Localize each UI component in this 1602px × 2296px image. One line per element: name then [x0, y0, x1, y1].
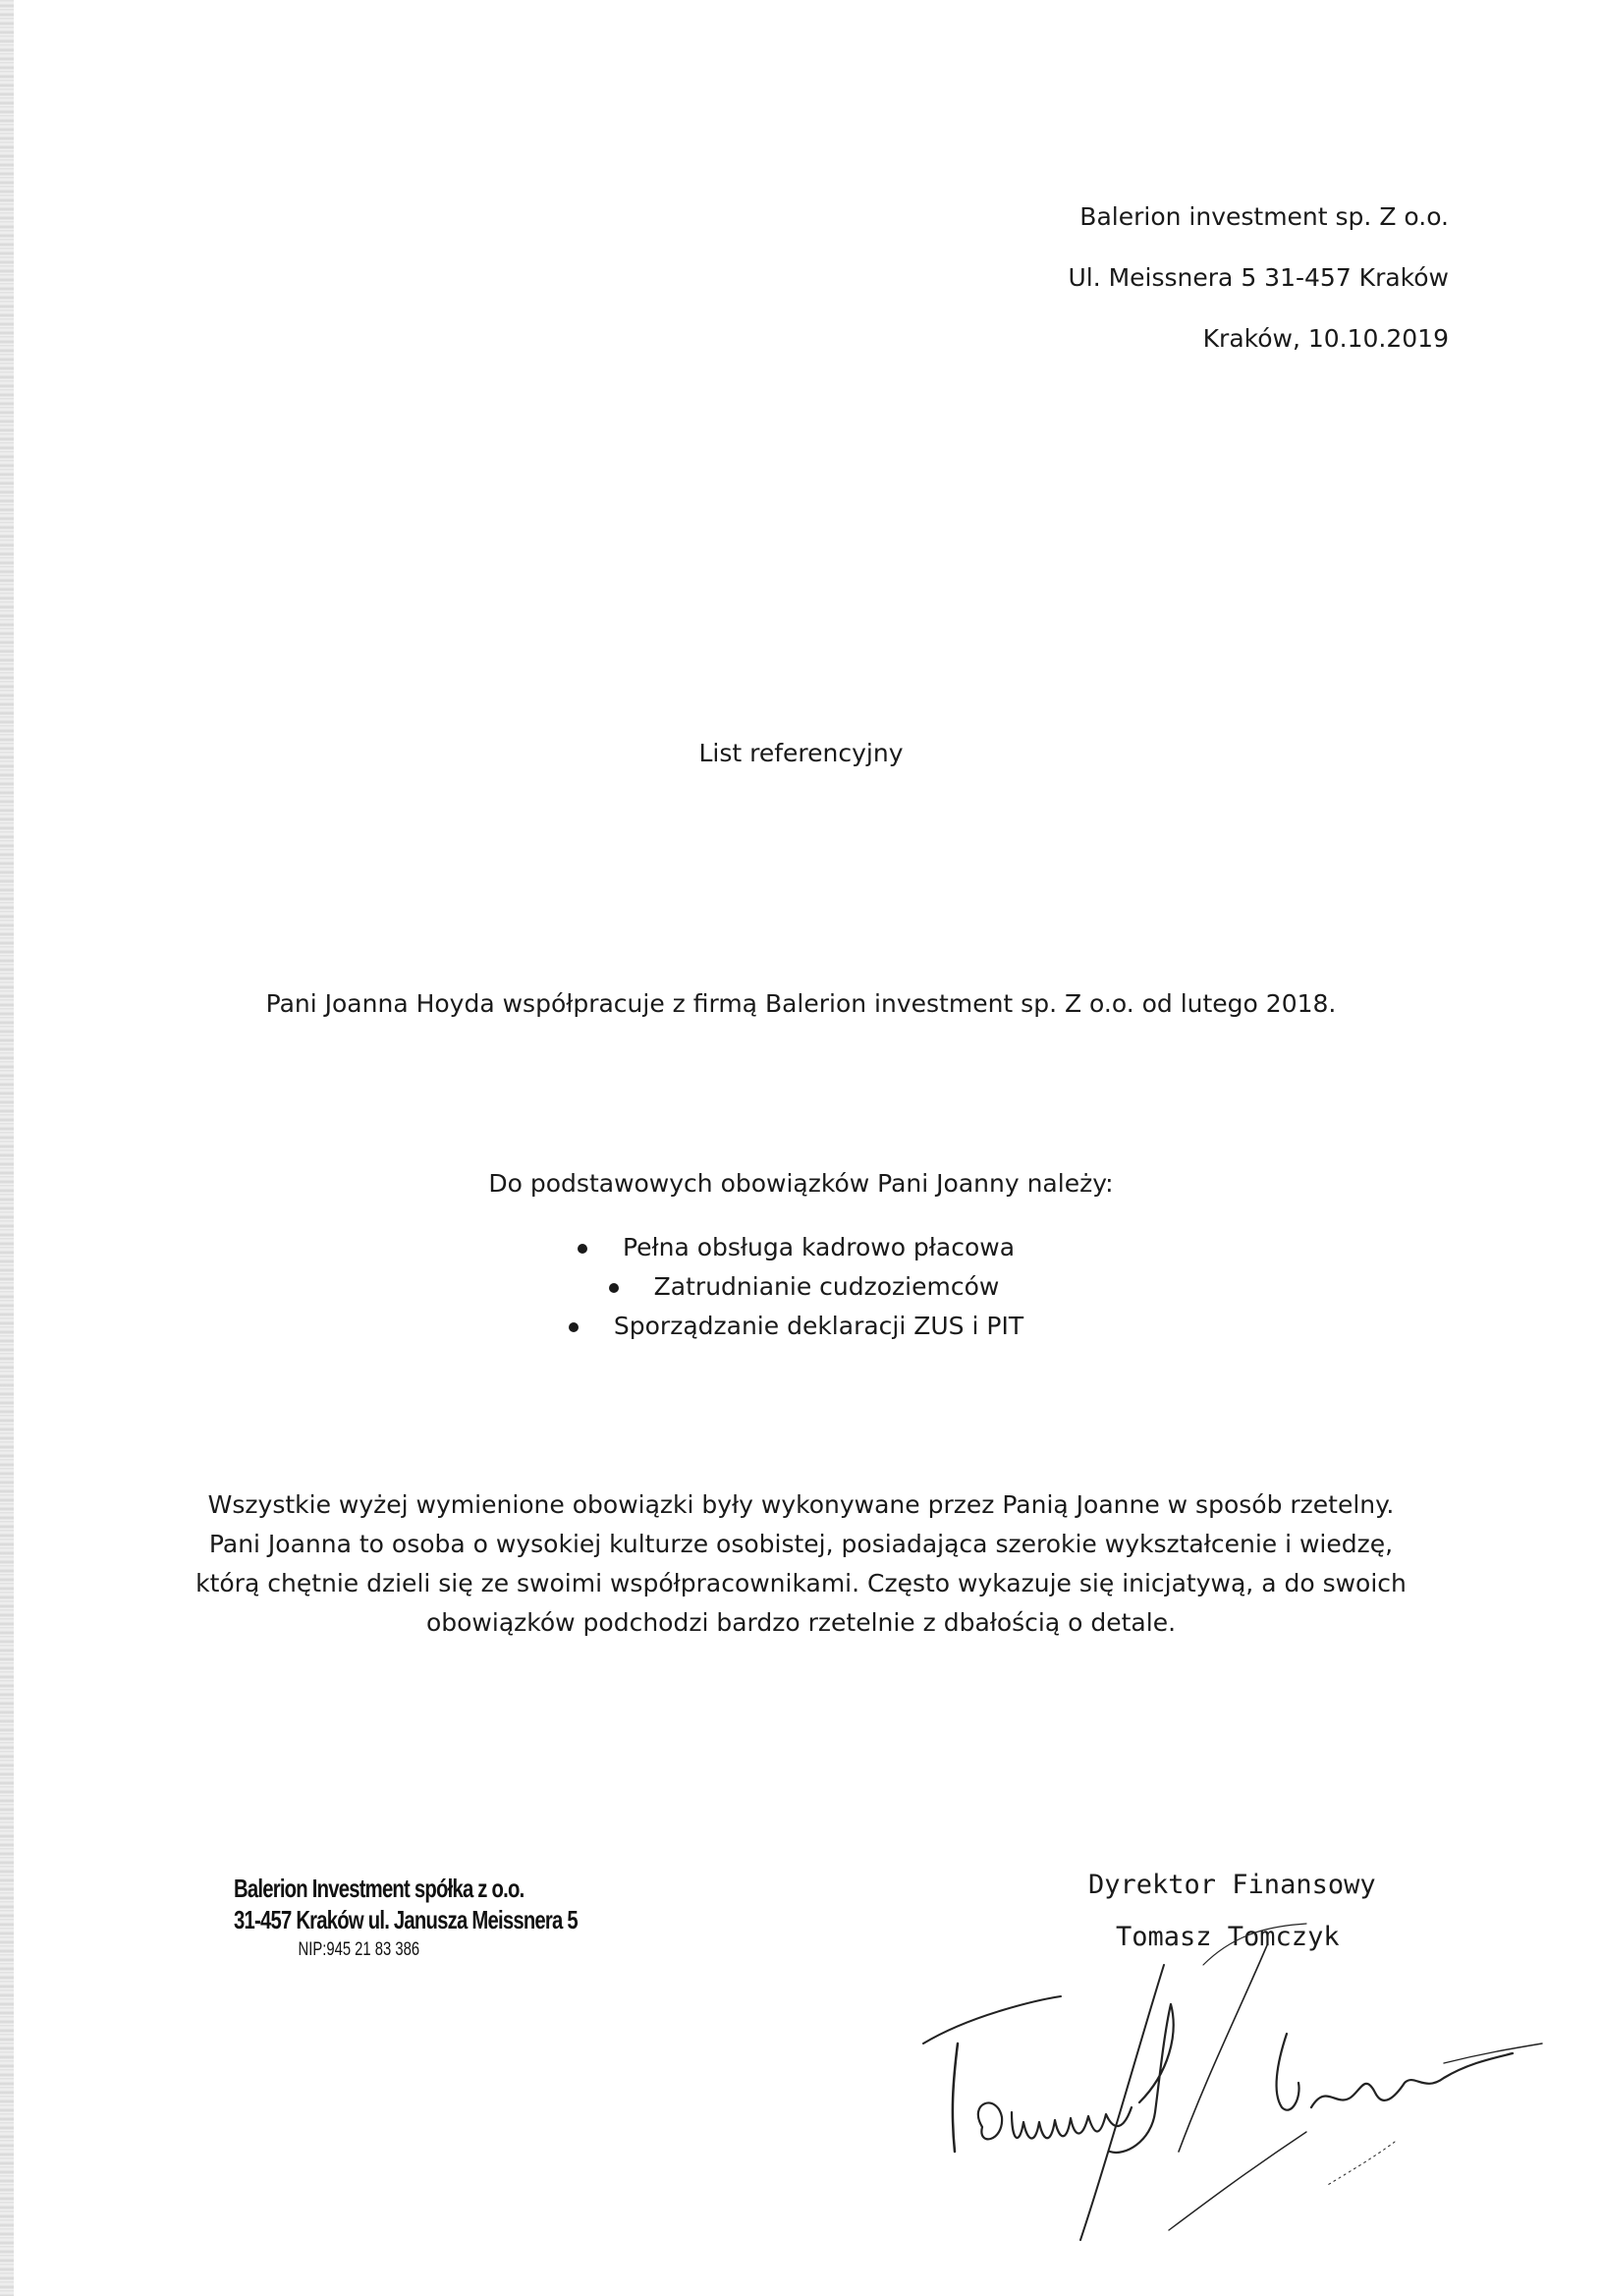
letter-date: Kraków, 10.10.2019: [1202, 324, 1449, 353]
summary-paragraph: [177, 1485, 1425, 1643]
bullet-icon: [569, 1322, 579, 1332]
duties-lead: Do podstawowych obowiązków Pani Joanny należy:: [488, 1169, 1114, 1198]
duties-list: [0, 1228, 1602, 1346]
duty-text: Pełna obsługa kadrowo płacowa: [622, 1233, 1016, 1261]
letter-title: List referencyjny: [698, 739, 904, 767]
bullet-icon: [609, 1283, 619, 1293]
stamp-address: 31-457 Kraków ul. Janusza Meissnera 5: [234, 1905, 578, 1934]
company-stamp: [234, 1873, 578, 1965]
summary-line: Pani Joanna to osoba o wysokiej kulturze osobistej, posiadająca szerokie wykształcenie i wiedzę,: [208, 1530, 1394, 1558]
summary-line: którą chętnie dzieli się ze swoimi współpracownikami. Często wykazuje się inicjatywą, a do swoich: [195, 1569, 1407, 1597]
company-name: Balerion investment sp. Z o.o.: [1079, 202, 1449, 231]
stamp-nip: NIP:945 21 83 386: [298, 1939, 420, 1960]
list-item: [0, 1307, 1602, 1346]
summary-line: obowiązków podchodzi bardzo rzetelnie z dbałością o detale.: [425, 1608, 1177, 1637]
signatory-role: Dyrektor Finansowy: [1088, 1870, 1376, 1900]
list-item: [0, 1228, 1602, 1267]
company-address: Ul. Meissnera 5 31-457 Kraków: [1068, 263, 1449, 292]
stamp-company: Balerion Investment spółka z o.o.: [234, 1874, 525, 1903]
letter-header: [1068, 187, 1449, 369]
signatory-name: Tomasz Tomczyk: [1116, 1922, 1340, 1952]
duty-text: Sporządzanie deklaracji ZUS i PIT: [613, 1312, 1024, 1340]
duty-text: Zatrudnianie cudzoziemców: [653, 1272, 1000, 1301]
intro-paragraph: Pani Joanna Hoyda współpracuje z firmą Balerion investment sp. Z o.o. od lutego 2018.: [265, 989, 1337, 1018]
scan-edge: [0, 0, 14, 2296]
bullet-icon: [578, 1244, 587, 1254]
summary-line: Wszystkie wyżej wymienione obowiązki były wykonywane przez Panią Joanne w sposób rzetelny.: [207, 1490, 1395, 1519]
handwritten-signature: [913, 1906, 1552, 2289]
list-item: [6, 1267, 1602, 1307]
